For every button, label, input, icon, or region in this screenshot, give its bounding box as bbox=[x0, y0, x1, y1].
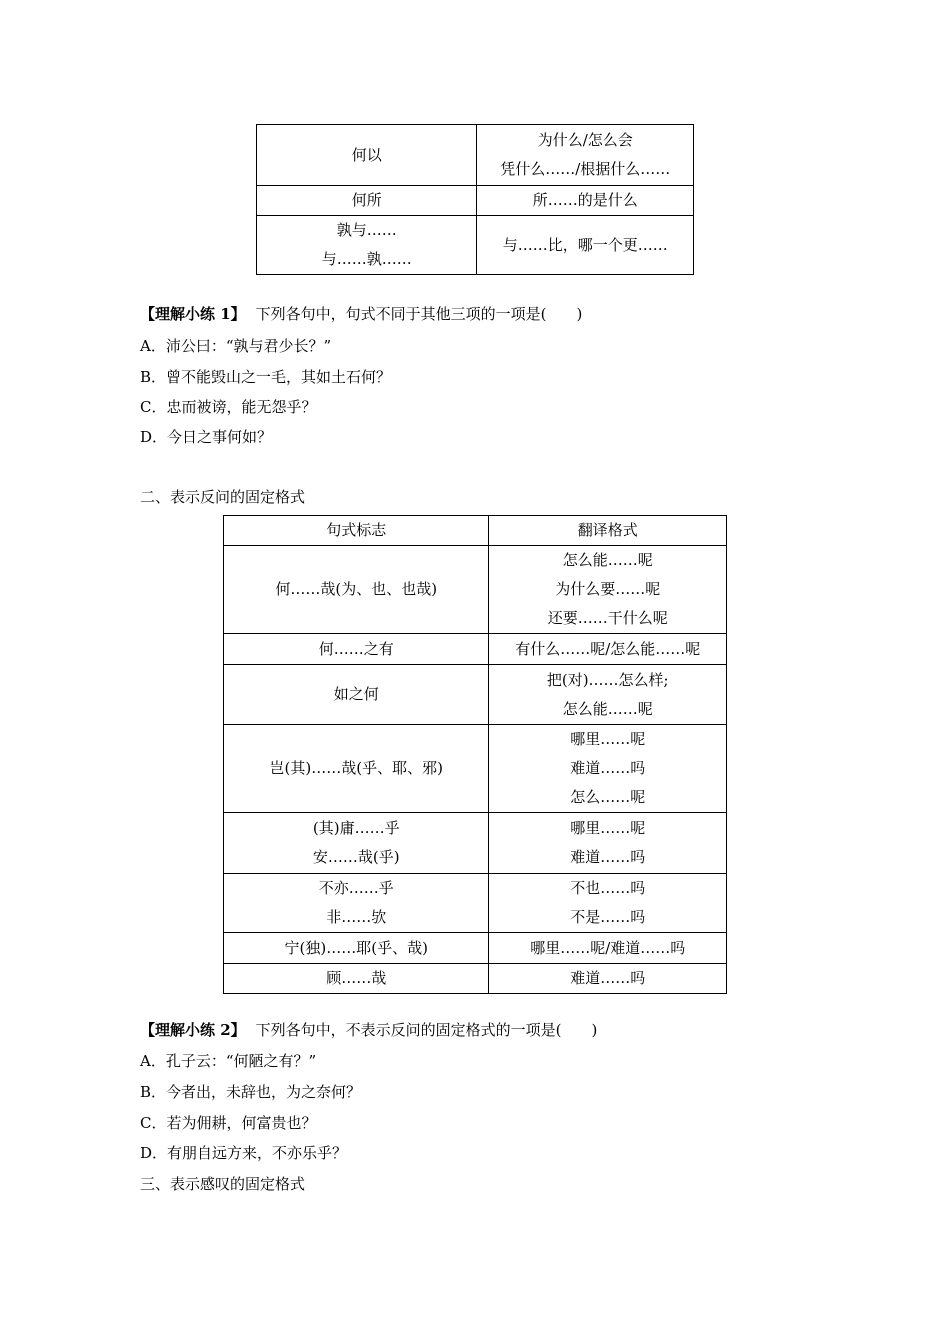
table-cell bbox=[477, 125, 694, 186]
cell-text: 何所 bbox=[351, 191, 382, 209]
exercise-2-question bbox=[140, 1020, 597, 1040]
cell-text: 岂(其)……哉(乎、耶、邪) bbox=[269, 759, 443, 777]
exercise-1-question bbox=[140, 304, 582, 324]
table-cell bbox=[224, 725, 489, 813]
cell-text: 所……的是什么 bbox=[532, 191, 638, 209]
table-row bbox=[224, 725, 727, 813]
exercise-1-option-c: C．忠而被谤，能无怨乎？ bbox=[140, 398, 317, 416]
cell-text: 为什么/怎么会 bbox=[537, 131, 633, 149]
cell-text: 与……孰…… bbox=[321, 250, 412, 268]
table-rhetorical-patterns bbox=[223, 515, 727, 994]
exercise-2-option-a: A．孔子云：“何陋之有？” bbox=[140, 1052, 317, 1070]
cell-text: 怎么……呢 bbox=[570, 788, 646, 806]
table-row bbox=[224, 813, 727, 874]
table-cell bbox=[224, 964, 489, 994]
table-cell bbox=[489, 874, 727, 933]
exercise-1-text: 下列各句中，句式不同于其他三项的一项是( ) bbox=[255, 305, 583, 323]
cell-text: 非……欤 bbox=[326, 908, 387, 926]
cell-text: 为什么要……呢 bbox=[555, 580, 661, 598]
exercise-1-option-d: D．今日之事何如？ bbox=[140, 428, 273, 446]
table-cell bbox=[489, 813, 727, 874]
table-row bbox=[257, 125, 694, 186]
exercise-2-option-c: C．若为佣耕，何富贵也？ bbox=[140, 1114, 317, 1132]
cell-text: 哪里……呢 bbox=[570, 819, 646, 837]
table-interrogative-patterns bbox=[256, 124, 694, 275]
exercise-1-label: 【理解小练 1】 bbox=[140, 305, 246, 323]
table-cell bbox=[224, 546, 489, 634]
cell-text: 还要……干什么呢 bbox=[547, 609, 668, 627]
column-header: 句式标志 bbox=[224, 516, 489, 546]
cell-text: 何……之有 bbox=[318, 639, 394, 658]
exercise-2-label: 【理解小练 2】 bbox=[140, 1021, 246, 1039]
cell-text: 孰与…… bbox=[336, 221, 397, 239]
exercise-2-text: 下列各句中，不表示反问的固定格式的一项是( ) bbox=[255, 1021, 598, 1039]
cell-text: 不是……吗 bbox=[570, 908, 646, 926]
table-row bbox=[224, 874, 727, 933]
cell-text: 安……哉(乎) bbox=[312, 848, 400, 866]
exercise-2-option-d: D．有朋自远方来，不亦乐乎？ bbox=[140, 1144, 348, 1162]
cell-text: 哪里……呢/难道……吗 bbox=[530, 938, 686, 957]
cell-text: 把(对)……怎么样; bbox=[546, 670, 669, 689]
table-row bbox=[224, 964, 727, 994]
table-row bbox=[224, 665, 727, 725]
table-row bbox=[224, 634, 727, 665]
exercise-1-option-a: A．沛公曰：“孰与君少长？” bbox=[140, 337, 332, 355]
table-cell bbox=[489, 546, 727, 634]
table-header-row bbox=[224, 516, 727, 546]
table-row bbox=[257, 216, 694, 275]
table-cell bbox=[257, 125, 477, 186]
exercise-2-option-b: B．今者出，未辞也，为之奈何？ bbox=[140, 1083, 362, 1101]
table-cell bbox=[489, 964, 727, 994]
table-cell bbox=[489, 725, 727, 813]
table-cell bbox=[489, 634, 727, 665]
table-cell bbox=[224, 933, 489, 964]
table-cell bbox=[224, 874, 489, 933]
cell-text: 难道……吗 bbox=[570, 848, 646, 866]
cell-text: 与……比，哪一个更…… bbox=[502, 235, 668, 254]
exercise-1-option-b: B．曾不能毁山之一毛，其如土石何？ bbox=[140, 368, 392, 386]
table-cell bbox=[224, 665, 489, 725]
table-row bbox=[224, 933, 727, 964]
cell-text: 何以 bbox=[351, 145, 382, 164]
cell-text: 凭什么……/根据什么…… bbox=[500, 160, 671, 178]
cell-text: 怎么能……呢 bbox=[562, 551, 653, 569]
table-cell bbox=[257, 216, 477, 275]
cell-text: 如之何 bbox=[333, 685, 379, 703]
cell-text: 难道……吗 bbox=[570, 969, 646, 987]
cell-text: (其)庸……乎 bbox=[312, 819, 400, 837]
section-3-heading: 三、表示感叹的固定格式 bbox=[140, 1175, 306, 1193]
column-header: 翻译格式 bbox=[489, 516, 727, 546]
table-cell bbox=[477, 216, 694, 275]
table-row bbox=[257, 186, 694, 216]
cell-text: 有什么……呢/怎么能……呢 bbox=[515, 639, 701, 658]
table-cell bbox=[489, 665, 727, 725]
cell-text: 宁(独)……耶(乎、哉) bbox=[284, 938, 428, 957]
cell-text: 怎么能……呢 bbox=[562, 699, 653, 718]
section-2-heading: 二、表示反问的固定格式 bbox=[140, 488, 306, 506]
cell-text: 不亦……乎 bbox=[318, 879, 394, 897]
table-cell bbox=[489, 933, 727, 964]
table-cell bbox=[224, 813, 489, 874]
cell-text: 何……哉(为、也、也哉) bbox=[275, 580, 438, 598]
table-row bbox=[224, 546, 727, 634]
cell-text: 哪里……呢 bbox=[570, 730, 646, 748]
table-cell bbox=[224, 634, 489, 665]
cell-text: 顾……哉 bbox=[326, 969, 387, 987]
cell-text: 不也……吗 bbox=[570, 879, 646, 897]
table-cell bbox=[257, 186, 477, 216]
table-cell bbox=[477, 186, 694, 216]
cell-text: 难道……吗 bbox=[570, 759, 646, 777]
